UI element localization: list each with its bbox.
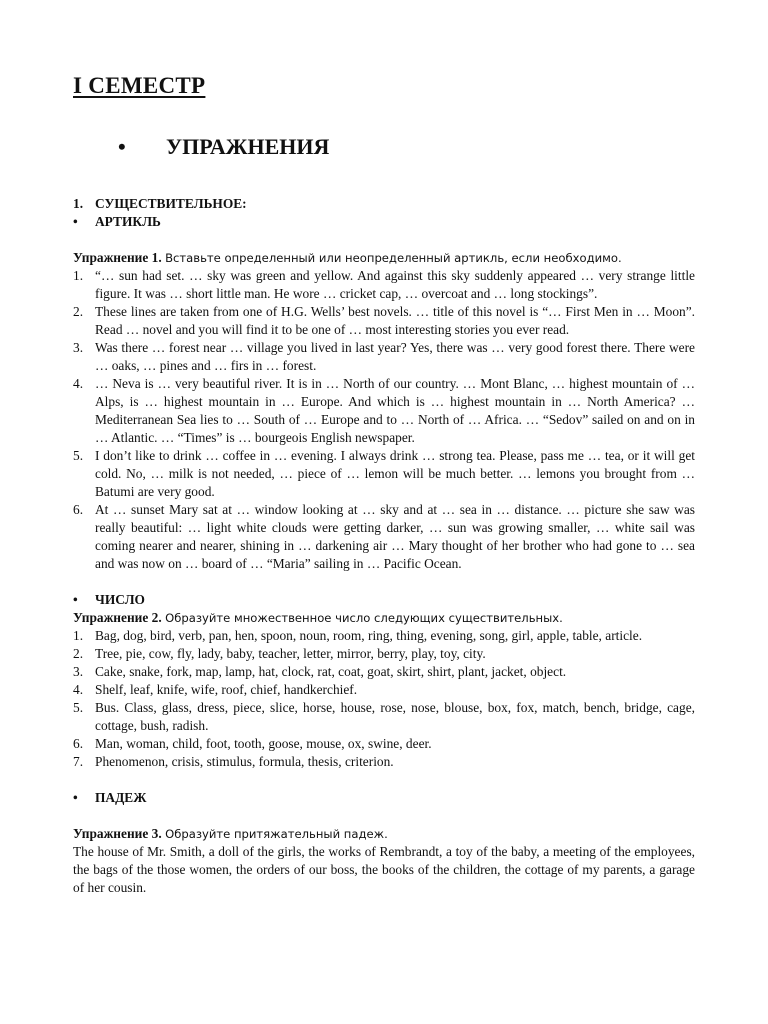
- exercise-label: Упражнение 3.: [73, 826, 162, 841]
- exercise-instruction: Вставьте определенный или неопределенный артикль, если необходимо.: [165, 251, 622, 265]
- section-title: СУЩЕСТВИТЕЛЬНОЕ:: [95, 196, 247, 211]
- list-item: 1. “… sun had set. … sky was green and yellow. And against this sky suddenly appeared … very strange little figure. It was … short little man. He wore … cricket cap, … overcoat and … long stockings”.: [73, 268, 695, 301]
- content-body: [73, 195, 695, 897]
- list-item: 7. Phenomenon, crisis, stimulus, formula, thesis, criterion.: [73, 754, 394, 769]
- list-item: 5. I don’t like to drink … coffee in … evening. I always drink … strong tea. Please, pass me … tea, or it will get cold. No, … milk is not needed, … piece of … lemon will be much better. … lemons you brought from … Batumi are very good.: [73, 448, 695, 499]
- list-item: 6. Man, woman, child, foot, tooth, goose, mouse, ox, swine, deer.: [73, 736, 432, 751]
- list-item: 4. … Neva is … very beautiful river. It is in … North of our country. … Mont Blanc, … highest mountain of … Alps, is … highest mountain in … Europe. And which is … highest mountain in … North America? … Mediterranean Sea lies to … South of … Europe and to … North of … Africa. … “Sedov” sailed on and on in … Atlantic. … “Times” is … bourgeois English newspaper.: [73, 376, 695, 445]
- section-title: ЧИСЛО: [95, 592, 145, 607]
- exercise-label: Упражнение 1.: [73, 250, 162, 265]
- exercise-instruction: Образуйте притяжательный падеж.: [165, 827, 388, 841]
- section-subtitle: АРТИКЛЬ: [95, 214, 161, 229]
- section-noun-heading: [73, 195, 695, 213]
- exercises-heading: [118, 134, 330, 159]
- section-case-heading: [73, 789, 695, 807]
- exercise-1-heading: [73, 249, 695, 267]
- list-item: 2. Tree, pie, cow, fly, lady, baby, teacher, letter, mirror, berry, play, toy, city.: [73, 646, 486, 661]
- list-item: 3. Cake, snake, fork, map, lamp, hat, clock, rat, coat, goat, skirt, shirt, plant, jacket, object.: [73, 664, 567, 679]
- exercise-2-heading: [73, 609, 695, 627]
- exercise-1-list: [73, 267, 695, 573]
- bullet-icon: •: [118, 134, 126, 159]
- bullet-icon: •: [73, 214, 78, 229]
- section-number-heading: [73, 591, 695, 609]
- exercise-label: Упражнение 2.: [73, 610, 162, 625]
- exercise-2-list: [73, 627, 695, 771]
- section-title: ПАДЕЖ: [95, 790, 147, 805]
- section-number: 1.: [73, 196, 84, 211]
- list-item: 2. These lines are taken from one of H.G. Wells’ best novels. … title of this novel is “… First Men in … Moon”. Read … novel and you will find it to be one of … most interesting stories you ever read.: [73, 304, 695, 337]
- list-item: 6. At … sunset Mary sat at … window looking at … sky and at … sea in … distance. … picture she saw was really beautiful: … light white clouds were getting darker, … sun was growing smaller, … white sail was coming nearer and nearer, shining in … darkening air … Mary thought of her brother who had gone to … sea and was now on … board of … “Maria” sailing in … Pacific Ocean.: [73, 502, 695, 571]
- bullet-icon: •: [73, 592, 78, 607]
- exercise-instruction: Образуйте множественное число следующих существительных.: [165, 611, 563, 625]
- semester-title: I СЕМЕСТР: [73, 73, 206, 98]
- list-item: 4. Shelf, leaf, knife, wife, roof, chief, handkerchief.: [73, 682, 358, 697]
- bullet-icon: •: [73, 790, 78, 805]
- exercise-3-text: The house of Mr. Smith, a doll of the girls, the works of Rembrandt, a toy of the baby, a meeting of the employees, the bags of the those women, the orders of our boss, the books of the children, the cottage of my parents, a garage of her cousin.: [73, 844, 695, 895]
- list-item: 3. Was there … forest near … village you lived in last year? Yes, there was … very good forest there. There were … oaks, … pines and … firs in … forest.: [73, 340, 695, 373]
- list-item: 1. Bag, dog, bird, verb, pan, hen, spoon, noun, room, ring, thing, evening, song, girl, apple, table, article.: [73, 628, 643, 643]
- section-article-heading: [73, 213, 695, 231]
- exercises-heading-text: УПРАЖНЕНИЯ: [166, 134, 330, 159]
- exercise-3-heading: [73, 825, 695, 843]
- list-item: 5. Bus. Class, glass, dress, piece, slice, horse, house, rose, nose, blouse, box, fox, match, bench, bridge, cage, cottage, bush, radish.: [73, 700, 695, 733]
